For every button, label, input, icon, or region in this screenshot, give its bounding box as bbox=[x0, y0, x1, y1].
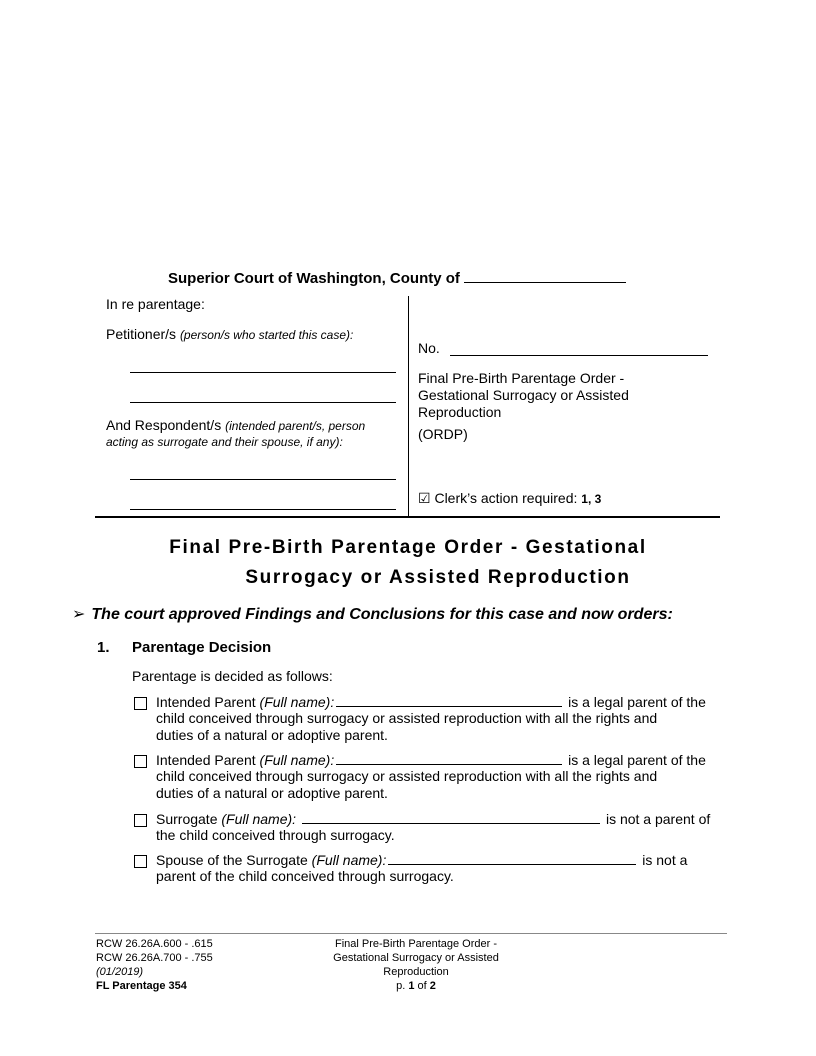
footer-center: Final Pre-Birth Parentage Order - Gestational Surrogacy or Assisted Reproduction p. 1 of 2 bbox=[306, 937, 526, 993]
surrogate-name-field[interactable] bbox=[302, 810, 600, 824]
checked-box-icon: ☑ bbox=[418, 490, 431, 506]
option-spouse-of-surrogate-checkbox[interactable] bbox=[134, 855, 147, 868]
main-title-line1: Final Pre-Birth Parentage Order - Gestational bbox=[169, 537, 647, 558]
clerk-action: ☑ Clerk’s action required: 1, 3 bbox=[418, 490, 602, 506]
option-intended-parent-1-checkbox[interactable] bbox=[134, 697, 147, 710]
petitioner-label: Petitioner/s (person/s who started this case): bbox=[106, 326, 354, 342]
county-field[interactable] bbox=[464, 268, 626, 283]
option-3-line2: the child conceived through surrogacy. bbox=[156, 827, 395, 843]
option-2-line2: child conceived through surrogacy or assisted reproduction with all the rights and bbox=[156, 768, 658, 784]
spouse-name-field[interactable] bbox=[388, 851, 636, 865]
intended-parent-1-name-field[interactable] bbox=[336, 693, 562, 707]
option-surrogate-checkbox[interactable] bbox=[134, 814, 147, 827]
respondent-note-line2: acting as surrogate and their spouse, if any): bbox=[106, 435, 343, 449]
caption-bottom-rule bbox=[95, 516, 720, 518]
caption-divider bbox=[408, 296, 409, 516]
respondent-label: And Respondent/s (intended parent/s, person bbox=[106, 417, 366, 433]
document-abbreviation: (ORDP) bbox=[418, 426, 468, 442]
page-number: p. 1 of 2 bbox=[396, 980, 436, 992]
option-intended-parent-1: Intended Parent (Full name): is a legal parent of the bbox=[156, 694, 706, 710]
court-directive: ➢ The court approved Findings and Conclusions for this case and now orders: bbox=[72, 606, 673, 623]
footer-left: RCW 26.26A.600 - .615 RCW 26.26A.700 - .755 (01/2019) FL Parentage 354 bbox=[96, 938, 213, 992]
section-intro: Parentage is decided as follows: bbox=[132, 668, 333, 684]
petitioner-name-field-1[interactable] bbox=[130, 372, 396, 373]
petitioner-name-field-2[interactable] bbox=[130, 402, 396, 403]
main-title-line2: Surrogacy or Assisted Reproduction bbox=[245, 567, 631, 588]
option-4-line2: parent of the child conceived through surrogacy. bbox=[156, 868, 454, 884]
clerk-action-numbers: 1, 3 bbox=[581, 492, 602, 506]
case-number-field[interactable] bbox=[450, 355, 708, 356]
option-spouse-of-surrogate: Spouse of the Surrogate (Full name): is not a bbox=[156, 852, 688, 868]
court-title: Superior Court of Washington, County of bbox=[168, 268, 626, 287]
option-intended-parent-2-checkbox[interactable] bbox=[134, 755, 147, 768]
option-1-line3: duties of a natural or adoptive parent. bbox=[156, 727, 388, 743]
case-number-label: No. bbox=[418, 340, 440, 356]
section-number: 1. bbox=[97, 639, 110, 656]
option-1-line2: child conceived through surrogacy or assisted reproduction with all the rights and bbox=[156, 710, 658, 726]
intended-parent-2-name-field[interactable] bbox=[336, 751, 562, 765]
arrow-bullet-icon: ➢ bbox=[72, 606, 86, 623]
section-title: Parentage Decision bbox=[132, 639, 272, 656]
option-surrogate: Surrogate (Full name): is not a parent of bbox=[156, 811, 711, 827]
respondent-name-field-2[interactable] bbox=[130, 509, 396, 510]
option-intended-parent-2: Intended Parent (Full name): is a legal parent of the bbox=[156, 752, 706, 768]
in-re-label: In re parentage: bbox=[106, 296, 205, 312]
document-title-caption: Final Pre-Birth Parentage Order - Gestational Surrogacy or Assisted Reproduction bbox=[418, 370, 629, 420]
footer-rule bbox=[95, 933, 727, 934]
respondent-name-field-1[interactable] bbox=[130, 479, 396, 480]
option-2-line3: duties of a natural or adoptive parent. bbox=[156, 785, 388, 801]
